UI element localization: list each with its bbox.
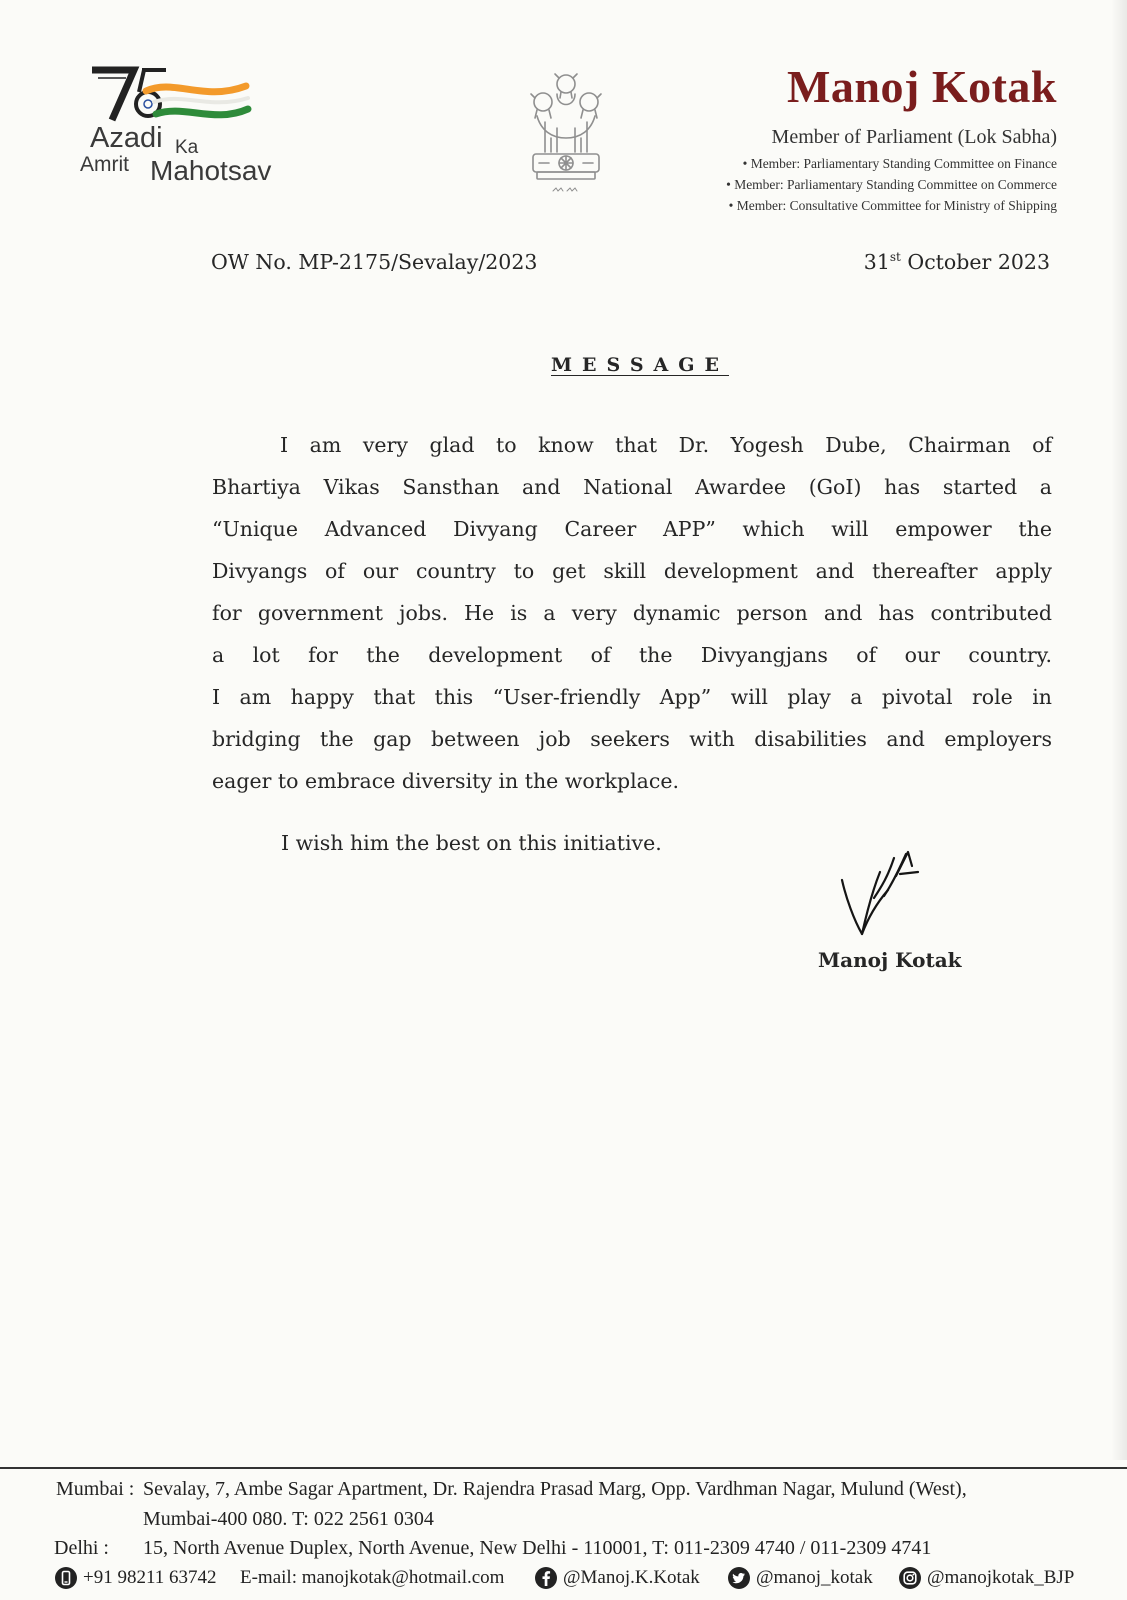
outward-number: OW No. MP-2175/Sevalay/2023 [211,250,538,274]
instagram-icon [898,1566,922,1590]
mumbai-address-line: Sevalay, 7, Ambe Sagar Apartment, Dr. Rajendra Prasad Marg, Opp. Vardhman Nagar, Mulund (West), [143,1478,967,1500]
footer-divider [0,1467,1127,1469]
membership-item: • Member: Parliamentary Standing Committee on Finance [726,153,1057,174]
twitter-handle: @manoj_kotak [756,1567,873,1588]
logo-word-amrit: Amrit [80,153,129,176]
body-line: Divyangs of our country to get skill development and thereafter apply [212,559,1052,583]
membership-item: • Member: Parliamentary Standing Committee on Commerce [726,174,1057,195]
body-line: for government jobs. He is a very dynamic person and has contributed [212,601,1052,625]
body-line: eager to embrace diversity in the workplace. [212,769,679,793]
facebook-icon [534,1566,558,1590]
body-line: a lot for the development of the Divyangjans of our country. [212,643,1052,667]
date-day: 31 [863,250,890,274]
azadi-ka-amrit-mahotsav-logo [0,0,300,200]
letter-date [864,250,1050,275]
message-heading: MESSAGE [551,354,729,376]
paper-edge-shadow [1111,0,1127,1460]
delhi-address-line: 15, North Avenue Duplex, North Avenue, New Delhi - 110001, T: 011-2309 4740 / 011-2309 4741 [143,1537,932,1559]
logo-word-ka: Ka [175,137,199,158]
signatory-name: Manoj Kotak [818,948,962,972]
handwritten-signature [838,846,930,942]
delhi-address-label: Delhi : [54,1537,109,1559]
logo-word-azadi: Azadi [90,122,163,154]
membership-item: • Member: Consultative Committee for Ministry of Shipping [726,195,1057,216]
body-line: I am happy that this “User-friendly App” will play a pivotal role in [212,685,1052,709]
seventy-five-flag-icon [84,64,254,128]
contact-email [240,1565,504,1591]
phone-number: +91 98211 63742 [83,1567,217,1588]
instagram-handle: @manojkotak_BJP [927,1567,1075,1588]
body-line: Bhartiya Vikas Sansthan and National Awardee (GoI) has started a [212,475,1052,499]
date-month-year: October 2023 [907,250,1050,274]
twitter-icon [727,1566,751,1590]
national-emblem-icon [527,68,605,200]
body-line: bridging the gap between job seekers with disabilities and employers [212,727,1052,751]
phone-icon [54,1566,78,1590]
contact-facebook [534,1565,700,1591]
mumbai-address-line: Mumbai-400 080. T: 022 2561 0304 [143,1508,434,1530]
message-body [212,424,1052,802]
body-line: I am very glad to know that Dr. Yogesh Dube, Chairman of [280,433,1052,457]
logo-word-mahotsav: Mahotsav [150,155,272,186]
contact-phone [54,1565,217,1591]
letterhead-title: Member of Parliament (Lok Sabha) [771,126,1057,148]
membership-list [726,153,1057,216]
email-address: E-mail: manojkotak@hotmail.com [240,1567,505,1588]
letterhead-name: Manoj Kotak [787,61,1057,112]
contact-instagram [898,1565,1074,1591]
closing-line: I wish him the best on this initiative. [281,831,662,855]
date-suffix: st [889,250,901,264]
facebook-handle: @Manoj.K.Kotak [563,1567,700,1588]
contact-twitter [727,1565,873,1591]
body-line: “Unique Advanced Divyang Career APP” which will empower the [212,517,1052,541]
mumbai-address-label: Mumbai : [56,1478,135,1500]
